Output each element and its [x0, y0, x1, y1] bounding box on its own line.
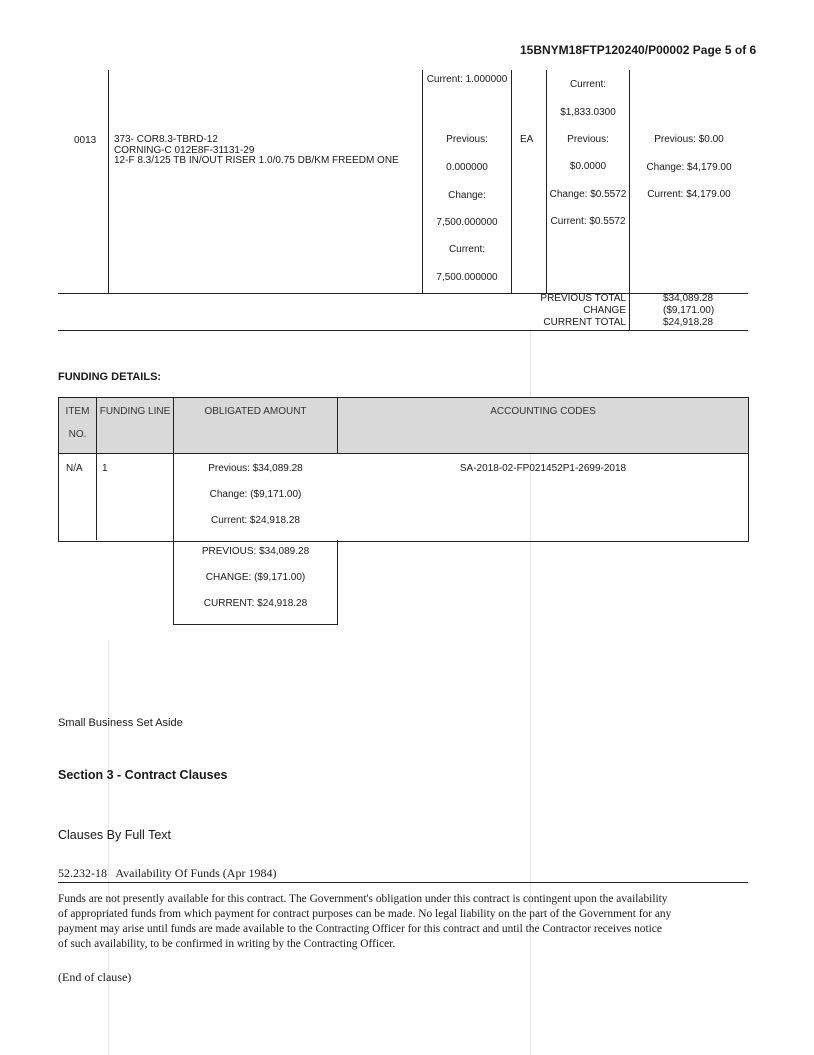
unit-price-current: Current: $0.5572	[550, 216, 626, 227]
item-number: 0013	[74, 135, 97, 146]
clause-body-line: of appropriated funds from which payment for contract purposes can be made. No legal liability on the part of the Government for any	[58, 908, 672, 920]
header-item-label: ITEM	[65, 406, 90, 417]
unit-of-issue: EA	[520, 134, 534, 145]
unit-price-previous-label: Previous:	[567, 134, 609, 145]
column-divider	[96, 397, 97, 540]
unit-price-current-label: Current:	[569, 79, 607, 90]
column-divider	[629, 70, 630, 330]
of-label: of	[734, 43, 747, 57]
amount-change: Change: $4,179.00	[646, 162, 732, 173]
clause-body	[58, 892, 758, 952]
clause-body-line: of such availability, to be confirmed in writing by the Contracting Officer.	[58, 938, 396, 950]
description-line: CORNING-C 012E8F-31131-29	[114, 144, 255, 156]
column-divider	[422, 70, 423, 293]
summary-current: CURRENT: $24,918.28	[203, 598, 308, 609]
unit-price-current-top: $1,833.0300	[560, 107, 616, 118]
change-total: ($9,171.00)	[663, 305, 715, 316]
clause-title: Availability Of Funds (Apr 1984)	[115, 866, 277, 880]
row-accounting-code: SA-2018-02-FP021452P1-2699-2018	[459, 463, 627, 474]
previous-total: $34,089.28	[663, 293, 714, 304]
totals-values	[663, 293, 714, 329]
description-line: 12-F 8.3/125 TB IN/OUT RISER 1.0/0.75 DB/KM FREEDM ONE	[114, 155, 399, 166]
header-no-label: NO.	[68, 429, 87, 440]
obligated-change: Change: ($9,171.00)	[209, 489, 302, 500]
amount-previous: Previous: $0.00	[654, 134, 724, 145]
clause-body-line: payment may arise until funds are made available to the Contracting Officer for this contract and until the Contractor receives notice	[58, 923, 662, 935]
change-label: CHANGE	[583, 305, 626, 316]
row-obligated-amount	[174, 463, 337, 526]
unit-price-previous: $0.0000	[569, 161, 607, 172]
quantity-current-top: Current: 1.000000	[426, 74, 508, 85]
totals-labels	[510, 293, 626, 329]
table-rule	[58, 330, 748, 331]
table-rule	[58, 453, 748, 454]
end-of-clause: (End of clause)	[58, 970, 132, 984]
summary-change: CHANGE: ($9,171.00)	[205, 572, 306, 583]
description-line: 373- COR8.3-TBRD-12	[114, 134, 218, 145]
section-3-title: Section 3 - Contract Clauses	[58, 768, 228, 782]
clause-heading-rule	[58, 882, 748, 883]
column-divider	[108, 70, 109, 293]
quantity-current-label: Current:	[448, 244, 486, 255]
clause-number: 52.232-18	[58, 866, 107, 880]
quantity-current: 7,500.000000	[436, 272, 498, 283]
column-divider	[511, 70, 512, 293]
header-item-no	[59, 406, 96, 440]
obligated-current: Current: $24,918.28	[211, 515, 300, 526]
set-aside-text: Small Business Set Aside	[58, 717, 183, 729]
quantity-previous-label: Previous:	[446, 134, 488, 145]
current-total-label: CURRENT TOTAL	[543, 317, 626, 328]
obligated-previous: Previous: $34,089.28	[208, 463, 303, 474]
clauses-by-full-text: Clauses By Full Text	[58, 828, 172, 842]
document-reference: 15BNYM18FTP120240/P00002	[520, 43, 690, 57]
funding-details-title: FUNDING DETAILS:	[58, 371, 162, 383]
summary-previous: PREVIOUS: $34,089.28	[201, 546, 310, 557]
row-funding-line: 1	[102, 463, 108, 474]
unit-price-change: Change: $0.5572	[549, 189, 627, 200]
row-item-no: N/A	[66, 463, 83, 474]
clause-body-line: Funds are not presently available for this contract. The Government's obligation under this contract is contingent upon the availability	[58, 893, 668, 905]
funding-summary	[174, 546, 337, 609]
header-funding-line: FUNDING LINE	[99, 406, 171, 417]
page-number: 5	[724, 43, 732, 57]
amount-current: Current: $4,179.00	[647, 189, 731, 200]
clause-heading	[58, 866, 276, 881]
header-obligated-amount: OBLIGATED AMOUNT	[204, 406, 307, 417]
column-divider	[546, 70, 547, 293]
header-accounting-codes: ACCOUNTING CODES	[490, 406, 596, 417]
quantity-previous: 0.000000	[446, 162, 488, 173]
quantity-change-label: Change:	[448, 190, 486, 201]
page-label: Page	[692, 43, 722, 57]
current-total: $24,918.28	[663, 317, 714, 328]
quantity-change: 7,500.000000	[436, 217, 498, 228]
item-description	[114, 135, 399, 167]
table-rule	[58, 293, 748, 294]
scan-artifact-line	[108, 640, 109, 1055]
previous-total-label: PREVIOUS TOTAL	[540, 293, 626, 304]
page-total: 6	[749, 43, 757, 57]
page-header	[520, 43, 756, 57]
